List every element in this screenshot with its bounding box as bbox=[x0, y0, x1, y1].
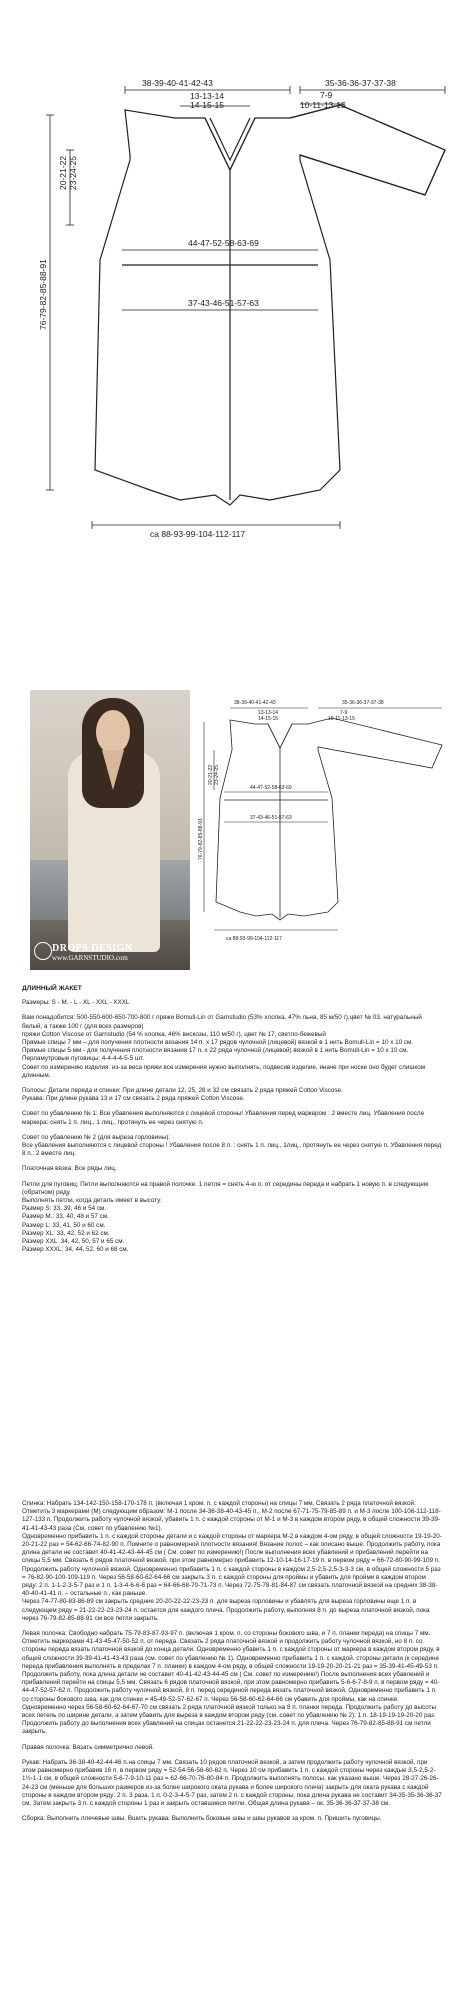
schematic-diagram-small bbox=[198, 690, 450, 965]
model-photo bbox=[30, 690, 190, 970]
materials-line: Прямые спицы 7 мм – для получения плотности вязания 14 п. х 17 рядов чулочной (лицевой) вязкой в 1 нить Bomull-Lin = 10 х 10 см. bbox=[22, 1039, 414, 1047]
bust-width-label: 44-47-52-58-63-69 bbox=[188, 238, 259, 248]
hem-width-label: ca 88-93-99-104-112-117 bbox=[150, 529, 246, 539]
small-armhole-label: 20-21-22 bbox=[208, 764, 214, 785]
sleeve-paragraph: Рукав: Набрать 36-38-40-42-44-46 п.на спицы 7 мм. Связать 10 рядов платочной вязкой, а затем продолжить работу чулочной вязкой, при этом равномерно прибавив 16 п. в первом ряду = 52-54-56-58-60-62 п. Через 10 см прибавить 1 п. с каждой стороны через каждые 3,5-2,5-2-1½-1-1 см, в общей сложности 5-6-7-9-10-11 раз = 62-66-70-76-80-84 п. Продолжить выполнять полосы, как указано выше. Через 28-27-26-26-24-23 см (меньше для больших размеров из-за более широкого оката рукава и более широкого плеча) закрыть для оката рукава с каждой стороны в каждом втором ряду: 2 п. 3 раза. 1 п. 0-2-3-4-5-7 раз, затем 2 п. с каждой стороны, пока длина рукава не составит 34-35-35-36-36-37 см. Затем закрыть 3 п. с каждой стороны 1 раз и закрыть оставшиеся петли. Общая длина рукава – ок. 35-36-36-37-37-38 см. bbox=[22, 1758, 442, 1807]
drops-badge-icon bbox=[34, 942, 52, 960]
armhole-height-label-2: 23-24-25 bbox=[68, 155, 78, 190]
tip1-line: Совет по убавлению № 1: Все убавления выполняются с лицевой стороны! Убавления перед маркером : 2 вместе лиц. Убавления после маркера: снять 1 п. лиц., 1 лиц., протянуть ее через снятую п. bbox=[22, 1110, 425, 1126]
photo-brand bbox=[52, 943, 182, 962]
schematic-svg bbox=[0, 0, 460, 660]
materials-line: Перламутровые пуговицы: 4-4-4-4-5-5 шт. bbox=[22, 1055, 144, 1063]
small-waist-width-label: 37-43-46-51-57-63 bbox=[250, 815, 292, 821]
sleeve-length-label: 35-36-36-37-37-38 bbox=[325, 78, 396, 88]
garter-line: Платочная вязка: Все ряды лиц. bbox=[22, 1165, 117, 1173]
sleeve-outline bbox=[290, 105, 445, 195]
schematic-diagram-large bbox=[0, 0, 460, 660]
armhole-height-label: 20-21-22 bbox=[58, 155, 68, 190]
small-hem-width-label: ca 88-93-99-104-112-117 bbox=[226, 936, 282, 942]
buttonholes-size: Размер XXXL: 34, 44, 52, 60 и 68 см. bbox=[22, 1246, 129, 1254]
buttonholes-size: Размер S: 33, 39, 46 и 54 см. bbox=[22, 1205, 107, 1213]
small-sleeve-length-label: 35-36-36-37-37-38 bbox=[342, 700, 384, 706]
materials-line: Вам понадобится: 500-550-600-650-700-800 г пряжи Bomull-Lin от Garnstudio (53% хлопка, 47% льна, 85 м/50 г),цвет № 03, натуральный белый, а также 100 г (для всех размеров) bbox=[22, 1014, 422, 1030]
sleeve-top-label: 7-9 bbox=[320, 90, 333, 100]
materials-block bbox=[22, 1014, 442, 1080]
small-total-length-label: 76-79-82-85-88-91 bbox=[198, 818, 204, 860]
neck-width-label-2: 14-15-15 bbox=[190, 100, 225, 110]
materials-line: пряжи Cotton Viscose от Garnstudio (54 % хлопка, 46% вискозы, 110 м/50 г), цвет № 17, светло-бежевый bbox=[22, 1030, 326, 1038]
left-front-paragraph: Левая полочка: Свободно набрать 75-79-83-87-93-97 п. (включая 1 кром. п. со стороны бокового шва, и 7 п. планки переда) на спицы 7 мм. Отметить маркерами 41-43-45-47-50-52 п. от переда. Связать 2 ряда платочной вязкой и продолжить работу чулочной вязкой, но 8 п. со стороны переда вязать платочной вязкой до конца детали. Одновременно убавить 1 п. с каждой стороны от маркера в каждом втором ряду, в общей сложности 39-39-41-41-43-43 раза (см. совет по убавлению № 1). Одновременно прибавить 1 п. с каждой. стороны детали (к середине переда прибавления выполнять в пределах 7 п. планки) в каждом 4-ом ряду, в общей сложности 19-19-20-20-21-21 раз = 35-39-41-45-49-53 п. Продолжить работу, пока длина детали не составит 40-41-42-43-44-45 см ( См. совет по измерению!) После выполнения всех убавлений и прибавлений перейти на спицы 5,5 мм. Связать 6 рядов платочной вязкой, при этом равномерно прибавить 5-6-6-7-8-9 п. в первом ряду = 40-44-47-52-57-62 п. Продолжить работу чулочной вязкой, 8 п. перед серединой переда вязать платочной вязкой, Одновременно прибавить 1 п. со стороны бокового шва, как для спинки = 45-49-52-57-62-67 п. Через 56-58-60-62-64-66 см убавить для проймы, как на спинке. Одновременно через 56-58-60-62-64-67-70 см связать 2 ряда платочной вязкой только на 8 п. планки переда. Продолжить работу до высоты всех петель по ширине детали, а затем убавить для выреза в каждом втором ряду (см. совет по убавлению № 2): 1 п. 18-19-19-19-20-20 раз. Продолжить работу до выполнения всех убавлений на спицах останется 21-22-22-23-23-24 п. для плеча. Через 76-79-82-85-88-91 см петли закрыть. bbox=[22, 1630, 440, 1736]
pattern-intro bbox=[22, 985, 442, 1254]
materials-line: Совет по измерению изделия: из-за веса пряжи все измерения нужно выполнять, подвесив изделие, иначе при носке оно будет слишком длинным. bbox=[22, 1063, 426, 1079]
tip2-line: Все убавления выполняются с лицевой стороны ! Убавления после 8 п. : снять 1 п. лиц., 1лиц., протянуть ее через снятую п. Убавления перед 8 п.: 2 вместе лиц. bbox=[22, 1142, 442, 1158]
small-bust-width-label: 44-47-52-58-63-69 bbox=[250, 785, 292, 791]
photo-face bbox=[96, 710, 130, 754]
small-sleeve-top-label-2: 10-11-13-15 bbox=[328, 716, 355, 722]
small-armhole-label-2: 23-24-25 bbox=[214, 764, 220, 785]
sizes-line: Размеры: S - M. - L - XL - XXL - XXXL bbox=[22, 999, 130, 1007]
brand-name: DROPS DESIGN bbox=[52, 943, 133, 954]
small-sleeve-top-label: 7-9 bbox=[340, 710, 348, 716]
small-shoulder-width-label: 38-39-40-41-42-43 bbox=[234, 700, 276, 706]
assembly-paragraph: Сборка: Выполнить плечевые швы. Вшить рукава. Выполнить боковые швы и швы рукавов за кром. п. Пришить пуговицы. bbox=[22, 1815, 382, 1823]
total-length-label: 76-79-82-85-88-91 bbox=[38, 259, 48, 330]
schematic-svg-small bbox=[198, 690, 450, 965]
buttonholes-size: Размер XL: 33, 42, 52 и 62 см. bbox=[22, 1229, 110, 1237]
pattern-title: ДЛИННЫЙ ЖАКЕТ bbox=[22, 985, 82, 992]
stripes-line: Полосы: Детали переда и спинки: При длине детали 12, 25, 28 и 32 см связать 2 ряда пряжей Cotton Viscose. bbox=[22, 1087, 343, 1095]
brand-site: www.GARNSTUDIO.com bbox=[52, 954, 128, 962]
back-paragraph: Продолжить работу чулочной вязкой. Одновременно прибавить 1 п. с каждой стороны в каждом 2,5-2,5-2,5-3-3-3 см, в общей сложности 5 раз = 76-82-90-100-109-119 п. Через 56-58-60-62-64-66 см закрыть 3 п. с каждой стороны для проймы и убавить для пройми в каждом втором ряду: 2 п. 1-1-2-3-5-7 раз и 1 п. 1-3-4-6-6-6 раз = 64-66-68-70-71-73 п. Через 72-75-78-81-84-87 см связать платочной вязкой на средних 38-38-40-40-41-41 п. – остальные п., как раньше. bbox=[22, 1565, 441, 1598]
back-paragraph: Спинка: Набрать 134-142-150-158-170-178 п. (включая 1 кром. п. с каждой стороны) на спицы 7 мм. Связать 2 ряда платочной вязкой. Отметить 3 маркерами (М) следующим образом: М-1 после 34-36-38-40-43-45 п., М-2 после 67-71-75-79-85-89 п. и М-3 после 100-106-112-118-127-133 п. Продолжить работу чулочной вязкой, убавить 1 п. с каждой стороны от М-1 и М-3 в каждом втором ряду, в общей сложности 39-39-41-41-43-43 раза (См. совет по убавлению №1). bbox=[22, 1500, 441, 1532]
pattern-instructions bbox=[22, 1500, 442, 1823]
sleeve-top-label-2: 10-11-13-15 bbox=[300, 100, 346, 110]
buttonholes-line: Выполнять петли, когда деталь имеет в высоту: bbox=[22, 1197, 163, 1205]
buttonholes-size: Размер L: 33, 41, 50 и 60 см. bbox=[22, 1221, 106, 1229]
small-neck-width-label: 13-13-14 bbox=[258, 710, 279, 716]
tip2-line: Совет по убавлению № 2 (для выреза горловины): bbox=[22, 1133, 171, 1141]
garment-outline bbox=[95, 105, 445, 505]
right-front-paragraph: Правая полочка: Вязать симметрично левой. bbox=[22, 1743, 154, 1751]
small-neck-width-label-2: 14-15-15 bbox=[258, 716, 279, 722]
buttonholes-size: Размер XXL: 34, 42, 50, 57 и 65 см. bbox=[22, 1238, 125, 1246]
back-paragraph: Одновременно прибавить 1 п. с каждой стороны детали и с каждой стороны от маркера М-2 в каждом 4-ом ряду, в общей сложности 19-19-20-20-21-22 раз = 54-62-66-74-82-90 п. Помните о равномерной плотности вязания! Вязание полос – как описано выше. Продолжить работу, пока длина детали не составит 40-41-42-43-44-45 см ( См. совет по измерению!) После выполнения всех убавлений и прибавлений перейти на спицы 5,5 мм. Связать 6 рядов платочной вязкой, при этом равномерно прибавить 12-10-14-16-17-19 п. в первом ряду = 66-72-80-90-99-109 п. bbox=[22, 1532, 442, 1565]
materials-line: Прямые спицы 5 мм - для получения плотности вязания 17 п. х 22 ряда чулочной (лицевой) вязкой в 1 нить Bomull-Lin = 10 х 10 см. bbox=[22, 1047, 409, 1055]
waist-width-label: 37-43-46-51-57-63 bbox=[188, 298, 259, 308]
buttonholes-size: Размер M.: 33, 40, 48 и 57 см. bbox=[22, 1213, 109, 1221]
shoulder-width-label: 38-39-40-41-42-43 bbox=[142, 78, 213, 88]
stripes-line: Рукава: При длине рукава 13 и 17 см связать 2 ряда пряжей Cotton Viscose. bbox=[22, 1095, 245, 1103]
buttonholes-line: Петли для пуговиц: Петли выполняются на правой полочке. 1 петля = снять 4-ю п. от середины переда и набрать 1 новую п. в следующем (обратном) ряду. bbox=[22, 1180, 429, 1196]
back-paragraph: Через 74-77-80-83-86-89 см закрыть средние 20-20-22-22-23-23 п. для выреза горловины и убавлять для выреза горловины еще 1 п. в следующем ряду = 21-22-22-23-23-24 п. остается для каждого плеча. Продолжить работу, выполняя 8 п. до выреза платочной вязкой, пока через 76-79-82-85-88-91 см все петли закрыть. bbox=[22, 1598, 430, 1622]
neck-band bbox=[205, 118, 255, 170]
neck-width-label: 13-13-14 bbox=[190, 91, 225, 101]
